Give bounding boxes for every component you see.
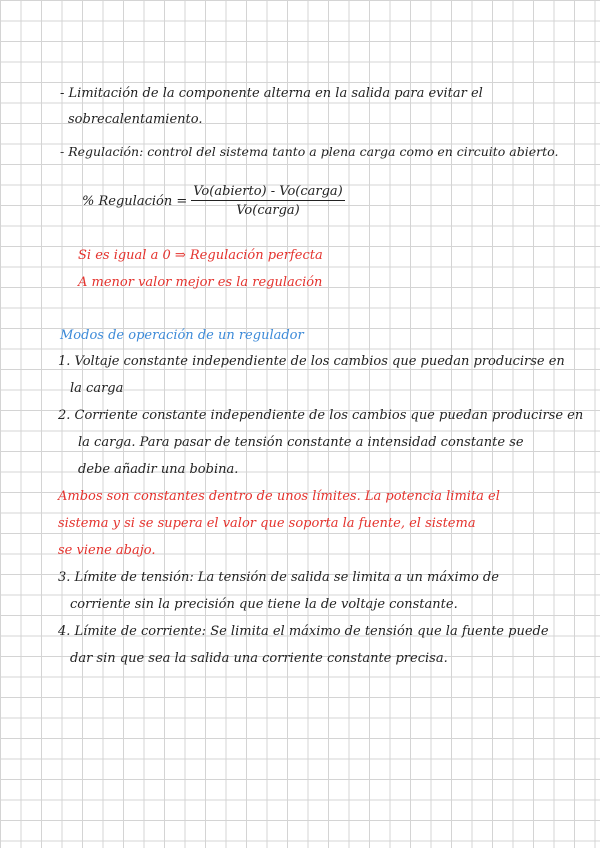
note-line: Si es igual a 0 ⇒ Regulación perfecta <box>78 248 323 263</box>
list-item: 3. Límite de tensión: La tensión de salida se limita a un máximo de <box>58 570 499 585</box>
text-line: - Regulación: control del sistema tanto a plena carga como en circuito abierto. <box>60 144 559 159</box>
list-item: corriente sin la precisión que tiene la de voltaje constante. <box>70 597 458 612</box>
formula-label: % Regulación = <box>82 193 188 209</box>
formula-fraction <box>191 184 345 218</box>
formula-denominator: Vo(carga) <box>236 203 300 218</box>
note-line: Ambos son constantes dentro de unos límites. La potencia limita el <box>58 489 500 504</box>
text-line: - Limitación de la componente alterna en la salida para evitar el <box>60 86 483 101</box>
list-item: la carga. Para pasar de tensión constante a intensidad constante se <box>78 435 524 450</box>
list-item: 1. Voltaje constante independiente de los cambios que puedan producirse en <box>58 354 565 369</box>
list-item: debe añadir una bobina. <box>78 462 239 477</box>
list-item: 2. Corriente constante independiente de los cambios que puedan producirse en <box>58 408 584 423</box>
formula-numerator: Vo(abierto) - Vo(carga) <box>193 184 343 199</box>
regulation-formula <box>82 184 345 218</box>
list-item: la carga <box>70 381 124 396</box>
note-line: se viene abajo. <box>58 543 156 558</box>
list-item: 4. Límite de corriente: Se limita el máximo de tensión que la fuente puede <box>58 624 549 639</box>
list-item: dar sin que sea la salida una corriente constante precisa. <box>70 651 448 666</box>
text-line: sobrecalentamiento. <box>68 112 203 127</box>
section-heading: Modos de operación de un regulador <box>60 328 304 343</box>
note-line: A menor valor mejor es la regulación <box>78 275 323 290</box>
note-line: sistema y si se supera el valor que soporta la fuente, el sistema <box>58 516 476 531</box>
